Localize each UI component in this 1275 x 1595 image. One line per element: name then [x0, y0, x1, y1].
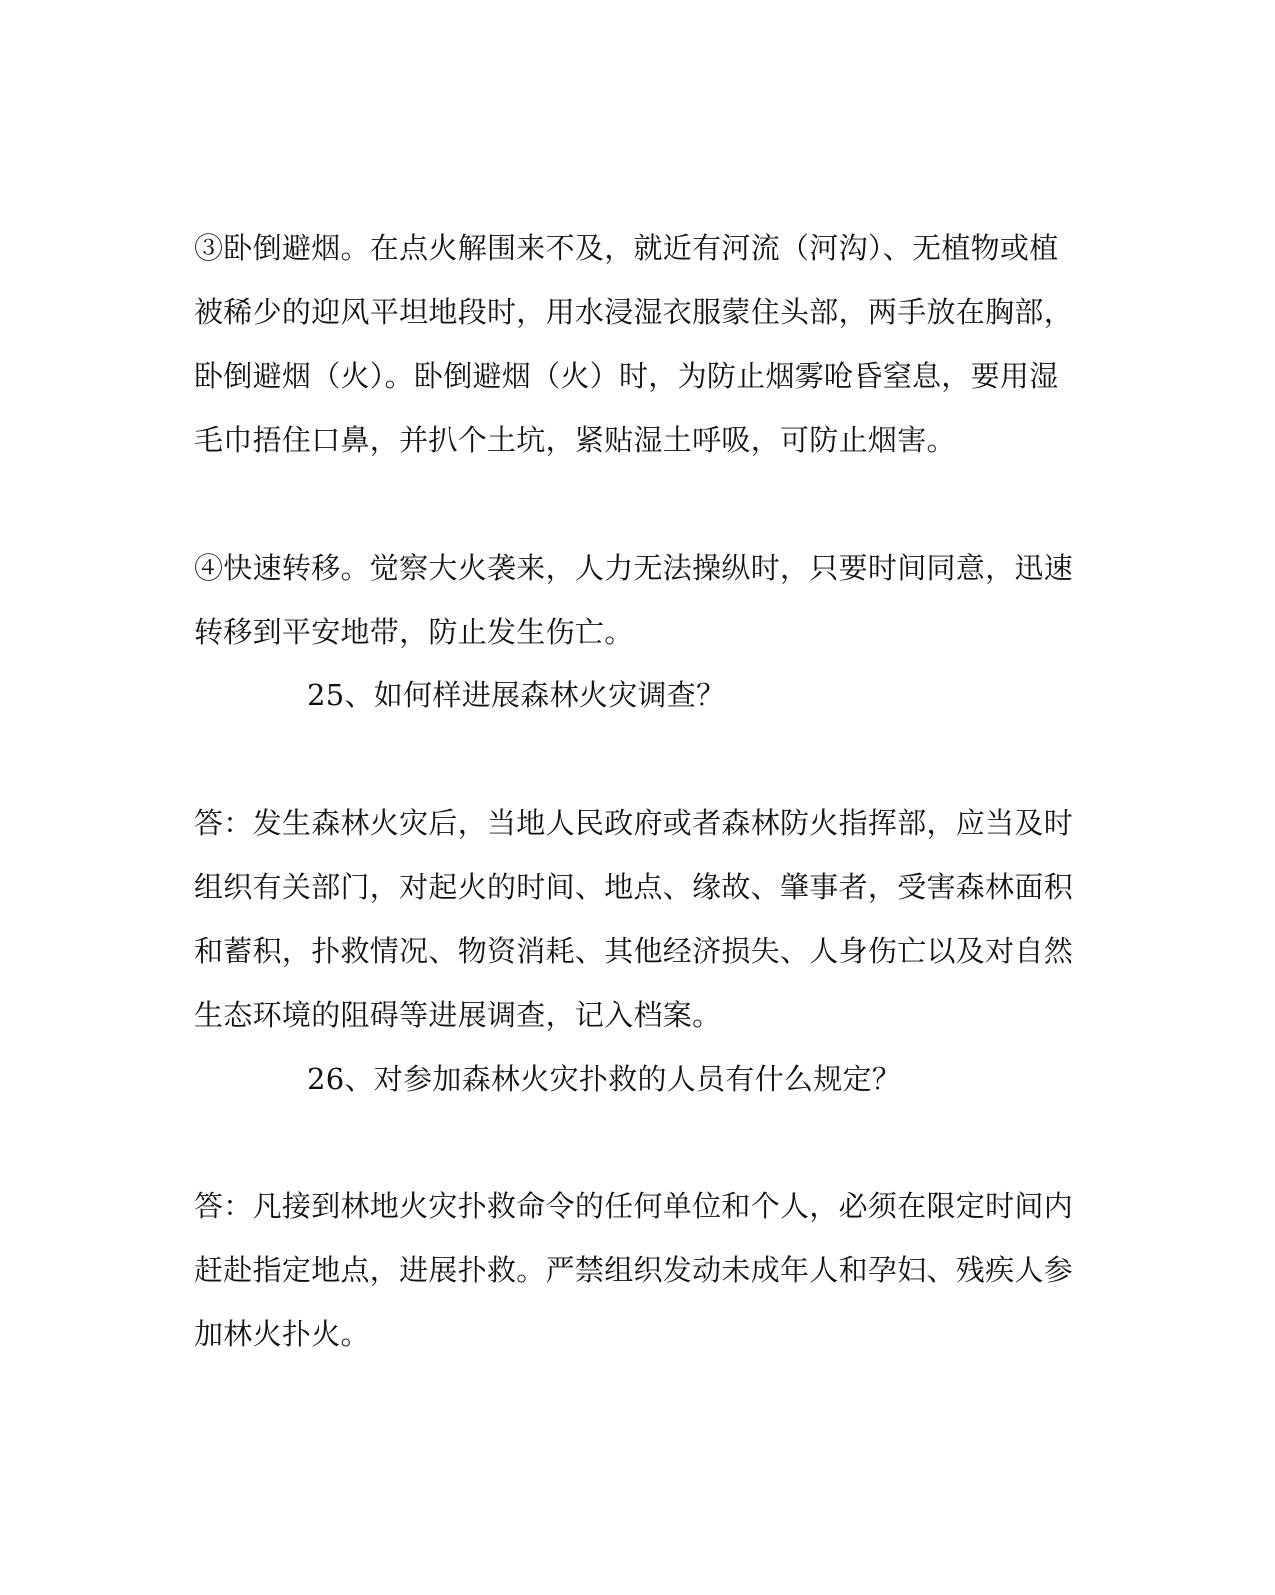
text-line: 转移到平安地带，防止发生伤亡。	[194, 615, 634, 649]
text-line: ③卧倒避烟。在点火解围来不及，就近有河流（河沟）、无植物或植	[194, 231, 1059, 265]
text-line: 赶赴指定地点，进展扑救。严禁组织发动未成年人和孕妇、残疾人参	[194, 1253, 1074, 1287]
text-line: 加林火扑火。	[194, 1317, 370, 1351]
question-heading-25: 25、如何样进展森林火灾调查？	[307, 678, 726, 712]
text-line: 毛巾捂住口鼻，并扒个土坑，紧贴湿土呼吸，可防止烟害。	[194, 423, 956, 457]
text-line: 生态环境的阻碍等进展调查，记入档案。	[194, 998, 722, 1032]
text-line: 组织有关部门，对起火的时间、地点、缘故、肇事者，受害森林面积	[194, 870, 1074, 904]
text-line: ④快速转移。觉察大火袭来，人力无法操纵时，只要时间同意，迅速	[194, 551, 1074, 585]
text-line: 卧倒避烟（火）。卧倒避烟（火）时，为防止烟雾呛昏窒息，要用湿	[194, 359, 1059, 393]
text-line: 答：凡接到林地火灾扑救命令的任何单位和个人，必须在限定时间内	[194, 1189, 1074, 1223]
text-line: 被稀少的迎风平坦地段时，用水浸湿衣服蒙住头部，两手放在胸部，	[194, 295, 1074, 329]
question-heading-26: 26、对参加森林火灾扑救的人员有什么规定？	[307, 1062, 902, 1096]
text-line: 和蓄积，扑救情况、物资消耗、其他经济损失、人身伤亡以及对自然	[194, 934, 1074, 968]
text-line: 答：发生森林火灾后，当地人民政府或者森林防火指挥部，应当及时	[194, 806, 1074, 840]
